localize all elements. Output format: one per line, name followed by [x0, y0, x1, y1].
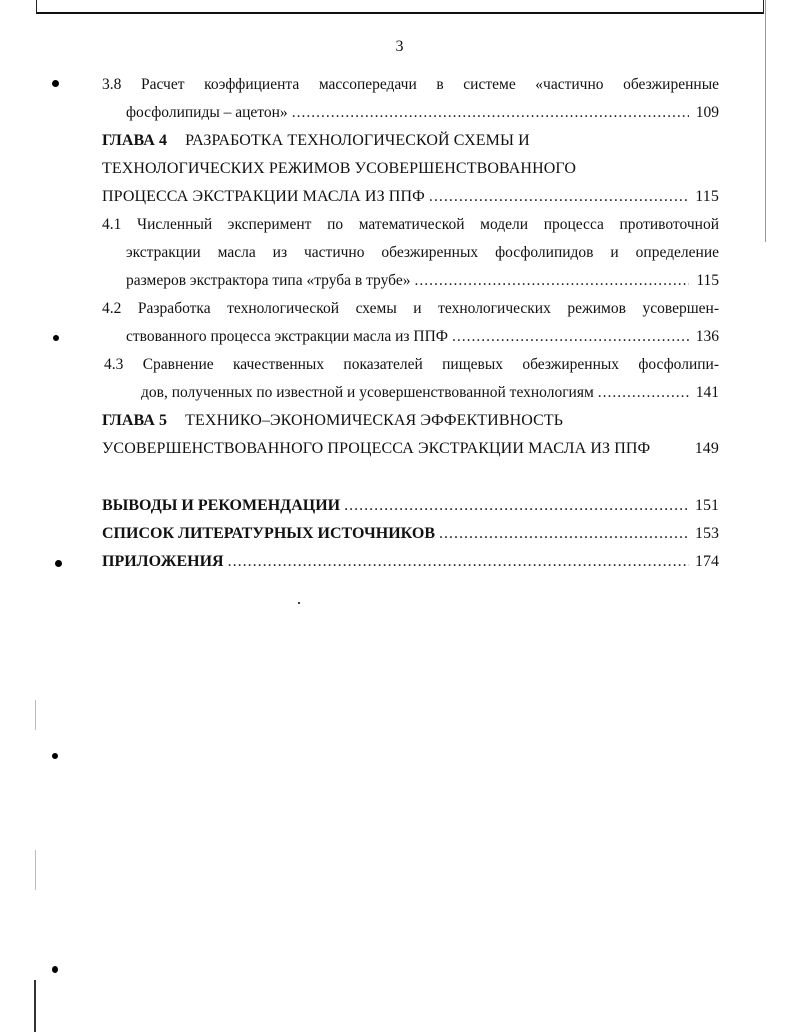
toc-chapter-5-line-2[interactable] [102, 435, 719, 463]
toc-page-number: 153 [695, 525, 719, 542]
dot-leader [414, 267, 689, 295]
toc-page-number: 115 [695, 188, 719, 205]
toc-entry-4-1-line-3[interactable] [126, 267, 719, 295]
chapter-title: ТЕХНОЛОГИЧЕСКИХ РЕЖИМОВ УСОВЕРШЕНСТВОВАННОГО [102, 160, 576, 177]
chapter-title: ПРОЦЕССА ЭКСТРАКЦИИ МАСЛА ИЗ ППФ [102, 188, 425, 205]
toc-entry-3-8-line-2[interactable] [126, 99, 719, 127]
toc-page-number: 174 [695, 553, 719, 570]
toc-entry-text: 4.2 Разработка технологической схемы и технологических режимов усовершен- [102, 300, 719, 317]
toc-entry-4-1-line-2[interactable] [126, 239, 719, 267]
toc-chapter-4-line-1[interactable] [102, 127, 719, 155]
dot-leader [429, 183, 689, 211]
toc-entry-3-8-line-1[interactable] [102, 71, 719, 99]
toc-page-number: 136 [695, 328, 719, 345]
toc-entry-text: размеров экстрактора типа «труба в трубе» [126, 272, 411, 289]
toc-page-number: 149 [694, 440, 719, 457]
toc-appendices[interactable] [102, 548, 719, 576]
toc-entry-4-3-line-1[interactable] [104, 351, 719, 379]
toc-entry-text: ПРИЛОЖЕНИЯ [102, 553, 224, 570]
toc-entry-text: ствованного процесса экстракции масла из ППФ [126, 328, 449, 345]
toc-entry-4-2-line-2[interactable] [126, 323, 719, 351]
toc-chapter-4-line-2[interactable] [102, 155, 719, 183]
toc-page-number: 141 [695, 384, 719, 401]
dot-leader [598, 379, 689, 407]
dot-leader [228, 548, 689, 576]
chapter-label: ГЛАВА 5 [102, 412, 168, 429]
toc-chapter-4-line-3[interactable] [102, 183, 719, 211]
toc-entry-text: СПИСОК ЛИТЕРАТУРНЫХ ИСТОЧНИКОВ [102, 525, 435, 542]
dot-leader [344, 492, 689, 520]
toc-conclusions[interactable] [102, 492, 719, 520]
toc-references[interactable] [102, 520, 719, 548]
chapter-title: РАЗРАБОТКА ТЕХНОЛОГИЧЕСКОЙ СХЕМЫ И [185, 132, 530, 149]
chapter-label: ГЛАВА 4 [102, 132, 168, 149]
toc-entry-text: фосфолипиды – ацетон» [126, 104, 288, 121]
toc-page-number: 151 [695, 497, 719, 514]
toc-chapter-5-line-1[interactable] [102, 407, 719, 435]
toc-entry-text: 4.1 Численный эксперимент по математической модели процесса противоточной [102, 216, 719, 233]
dot-leader [452, 323, 689, 351]
toc-entry-text: ВЫВОДЫ И РЕКОМЕНДАЦИИ [102, 497, 341, 514]
toc-page-number: 109 [695, 104, 719, 121]
toc-entry-4-1-line-1[interactable] [102, 211, 719, 239]
toc-entry-text: 4.3 Сравнение качественных показателей пищевых обезжиренных фосфолипи- [104, 356, 719, 373]
dot-leader [439, 520, 689, 548]
toc-page-number: 115 [696, 272, 719, 289]
toc-entry-text: экстракции масла из частично обезжиренных фосфолипидов и определение [126, 244, 719, 261]
chapter-title: ТЕХНИКО–ЭКОНОМИЧЕСКАЯ ЭФФЕКТИВНОСТЬ [185, 412, 564, 429]
toc-entry-4-2-line-1[interactable] [102, 295, 719, 323]
page-number: 3 [395, 38, 404, 55]
dot-leader [292, 99, 689, 127]
chapter-title: УСОВЕРШЕНСТВОВАННОГО ПРОЦЕССА ЭКСТРАКЦИИ МАСЛА ИЗ ППФ [102, 440, 651, 457]
toc-entry-text: дов, полученных по известной и усовершенствованной технологиям [141, 384, 594, 401]
toc-entry-text: 3.8 Расчет коэффициента массопередачи в системе «частично обезжиренные [102, 76, 719, 93]
toc-entry-4-3-line-2[interactable] [141, 379, 719, 407]
